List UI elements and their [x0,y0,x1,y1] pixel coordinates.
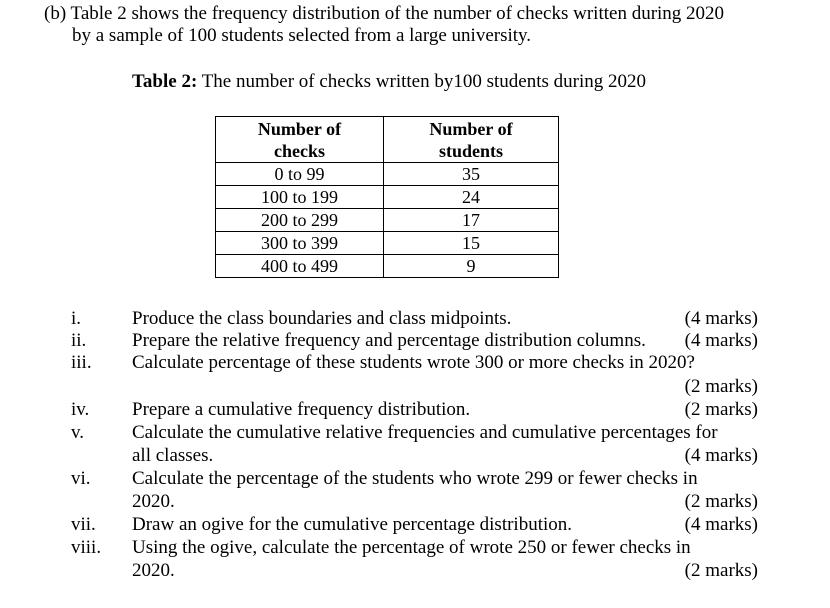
table-caption-text: The number of checks written by100 students during 2020 [197,71,647,92]
header-line: Number of [429,118,513,139]
question-text: Prepare a cumulative frequency distribution. [132,399,471,420]
question-text: Draw an ogive for the cumulative percentage distribution. [132,514,573,535]
cell-checks: 400 to 499 [216,255,384,278]
question-marks: (4 marks) [684,445,758,466]
question-text-continued: 2020. [132,560,175,581]
question-number: iv. [71,399,90,420]
question-number: vi. [71,468,91,489]
table-caption [132,71,646,93]
table-row [216,255,559,278]
cell-students: 15 [384,232,559,255]
question-marks: (2 marks) [684,399,758,420]
question-text-continued: 2020. [132,491,175,512]
cell-students: 24 [384,186,559,209]
question-marks: (4 marks) [684,308,758,329]
question-number: iii. [71,352,92,373]
cell-students: 9 [384,255,559,278]
question-text: Calculate the cumulative relative frequencies and cumulative percentages for [132,422,718,443]
question-text-continued: all classes. [132,445,214,466]
frequency-table [215,116,559,278]
question-text: Using the ogive, calculate the percentage of wrote 250 or fewer checks in [132,537,691,558]
header-line: students [438,140,504,161]
question-number: vii. [71,514,96,535]
question-marks: (2 marks) [684,376,758,397]
table-header-row [216,117,559,163]
table-caption-label: Table 2: [132,71,198,92]
question-text: Prepare the relative frequency and percentage distribution columns. [132,330,646,351]
question-text: Calculate the percentage of the students who wrote 299 or fewer checks in [132,468,698,489]
question-text: Produce the class boundaries and class midpoints. [132,308,512,329]
table-row [216,209,559,232]
header-number-of-students [384,117,559,163]
question-text: Calculate percentage of these students wrote 300 or more checks in 2020? [132,352,695,373]
header-number-of-checks [216,117,384,163]
header-line: checks [274,140,325,161]
table-row [216,232,559,255]
question-number: viii. [71,537,102,558]
intro-line-1: (b) Table 2 shows the frequency distribution of the number of checks written during 2020 [44,3,725,24]
intro-line-2: by a sample of 100 students selected from a large university. [72,25,532,46]
question-marks: (4 marks) [684,330,758,351]
cell-students: 35 [384,163,559,186]
question-number: v. [71,422,85,443]
cell-checks: 100 to 199 [216,186,384,209]
question-marks: (4 marks) [684,514,758,535]
table-row [216,163,559,186]
question-marks: (2 marks) [684,491,758,512]
question-intro [44,3,804,47]
question-marks: (2 marks) [684,560,758,581]
cell-checks: 0 to 99 [216,163,384,186]
question-number: ii. [71,330,87,351]
question-number: i. [71,308,82,329]
cell-students: 17 [384,209,559,232]
table-row [216,186,559,209]
header-line: Number of [257,118,342,139]
cell-checks: 300 to 399 [216,232,384,255]
cell-checks: 200 to 299 [216,209,384,232]
